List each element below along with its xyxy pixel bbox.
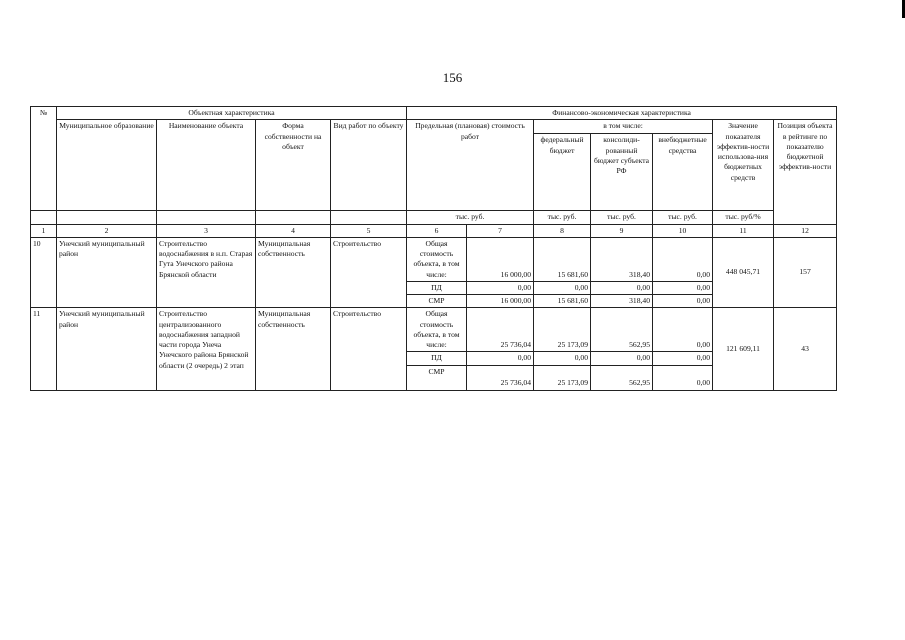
column-number: 6 <box>407 224 467 237</box>
rating-position-value: 43 <box>774 308 837 390</box>
efficiency-indicator-value: 448 045,71 <box>713 237 774 308</box>
pd-extrabudget-value: 0,00 <box>653 281 713 294</box>
column-number: 2 <box>57 224 157 237</box>
header-municipality: Муниципальное образование <box>57 120 157 211</box>
total-cost-value: 16 000,00 <box>467 237 534 281</box>
efficiency-indicator-value: 121 609,11 <box>713 308 774 390</box>
unit-extrabudget: тыс. руб. <box>653 211 713 224</box>
unit-consolidated: тыс. руб. <box>591 211 653 224</box>
header-row-2 <box>31 120 837 134</box>
header-no: № <box>31 107 57 211</box>
total-federal-value: 25 173,09 <box>534 308 591 352</box>
unit-federal: тыс. руб. <box>534 211 591 224</box>
smr-cost-value: 16 000,00 <box>467 295 534 308</box>
row-number: 11 <box>31 308 57 390</box>
total-cost-label: Общая стоимость объекта, в том числе: <box>407 237 467 281</box>
rating-position-value: 157 <box>774 237 837 308</box>
smr-federal-value: 15 681,60 <box>534 295 591 308</box>
total-consolidated-value: 562,95 <box>591 308 653 352</box>
row-work-type: Строительство <box>331 237 407 308</box>
pd-consolidated-value: 0,00 <box>591 281 653 294</box>
budget-efficiency-table <box>30 106 837 391</box>
column-number: 9 <box>591 224 653 237</box>
total-consolidated-value: 318,40 <box>591 237 653 281</box>
row-ownership: Муниципальная собственность <box>256 308 331 390</box>
pd-extrabudget-value: 0,00 <box>653 352 713 365</box>
smr-consolidated-value: 318,40 <box>591 295 653 308</box>
header-object-name: Наименование объекта <box>157 120 256 211</box>
unit-indicator: тыс. руб/% <box>713 211 774 224</box>
column-number: 8 <box>534 224 591 237</box>
header-row-1 <box>31 107 837 120</box>
page-number: 156 <box>442 70 463 85</box>
row-municipality: Унечский муниципальный район <box>57 237 157 308</box>
total-extrabudget-value: 0,00 <box>653 308 713 352</box>
header-rating-position: Позиция объекта в рейтинге по показателю бюджетной эффектив-ности <box>774 120 837 224</box>
pd-cost-value: 0,00 <box>467 352 534 365</box>
row-municipality: Унечский муниципальный район <box>57 308 157 390</box>
column-number: 10 <box>653 224 713 237</box>
column-number: 3 <box>157 224 256 237</box>
header-consolidated-budget: консолиди-рованный бюджет субъекта РФ <box>591 134 653 211</box>
pd-federal-value: 0,00 <box>534 352 591 365</box>
column-number: 4 <box>256 224 331 237</box>
total-federal-value: 15 681,60 <box>534 237 591 281</box>
table-row <box>31 308 837 352</box>
column-number: 1 <box>31 224 57 237</box>
pd-federal-value: 0,00 <box>534 281 591 294</box>
smr-label: СМР <box>407 295 467 308</box>
pd-consolidated-value: 0,00 <box>591 352 653 365</box>
header-planned-cost: Предельная (плановая) стоимость работ <box>407 120 534 211</box>
header-efficiency-indicator: Значение показателя эффектив-ности использова-ния бюджетных средств <box>713 120 774 211</box>
row-object-name: Строительство водоснабжения в н.п. Старая Гута Унечского района Брянской области <box>157 237 256 308</box>
units-row <box>31 211 837 224</box>
column-number-row <box>31 224 837 237</box>
header-ownership: Форма собственности на объект <box>256 120 331 211</box>
header-including: в том числе: <box>534 120 713 134</box>
smr-label: СМР <box>407 365 467 390</box>
row-object-name: Строительство централизованного водоснабжения западной части города Унеча Унечского района Брянской области (2 очередь) 2 этап <box>157 308 256 390</box>
total-cost-label: Общая стоимость объекта, в том числе: <box>407 308 467 352</box>
column-number: 7 <box>467 224 534 237</box>
smr-extrabudget-value: 0,00 <box>653 365 713 390</box>
column-number: 12 <box>774 224 837 237</box>
header-financial-characteristics: Финансово-экономическая характеристика <box>407 107 837 120</box>
pd-label: ПД <box>407 281 467 294</box>
unit-cost: тыс. руб. <box>407 211 534 224</box>
column-number: 11 <box>713 224 774 237</box>
smr-federal-value: 25 173,09 <box>534 365 591 390</box>
smr-consolidated-value: 562,95 <box>591 365 653 390</box>
header-federal-budget: федеральный бюджет <box>534 134 591 211</box>
smr-cost-value: 25 736,04 <box>467 365 534 390</box>
header-object-characteristics: Объектная характеристика <box>57 107 407 120</box>
header-work-type: Вид работ по объекту <box>331 120 407 211</box>
total-extrabudget-value: 0,00 <box>653 237 713 281</box>
header-extrabudget: внебюджетные средства <box>653 134 713 211</box>
row-work-type: Строительство <box>331 308 407 390</box>
row-ownership: Муниципальная собственность <box>256 237 331 308</box>
column-number: 5 <box>331 224 407 237</box>
pd-label: ПД <box>407 352 467 365</box>
pd-cost-value: 0,00 <box>467 281 534 294</box>
total-cost-value: 25 736,04 <box>467 308 534 352</box>
smr-extrabudget-value: 0,00 <box>653 295 713 308</box>
row-number: 10 <box>31 237 57 308</box>
table-row <box>31 237 837 281</box>
